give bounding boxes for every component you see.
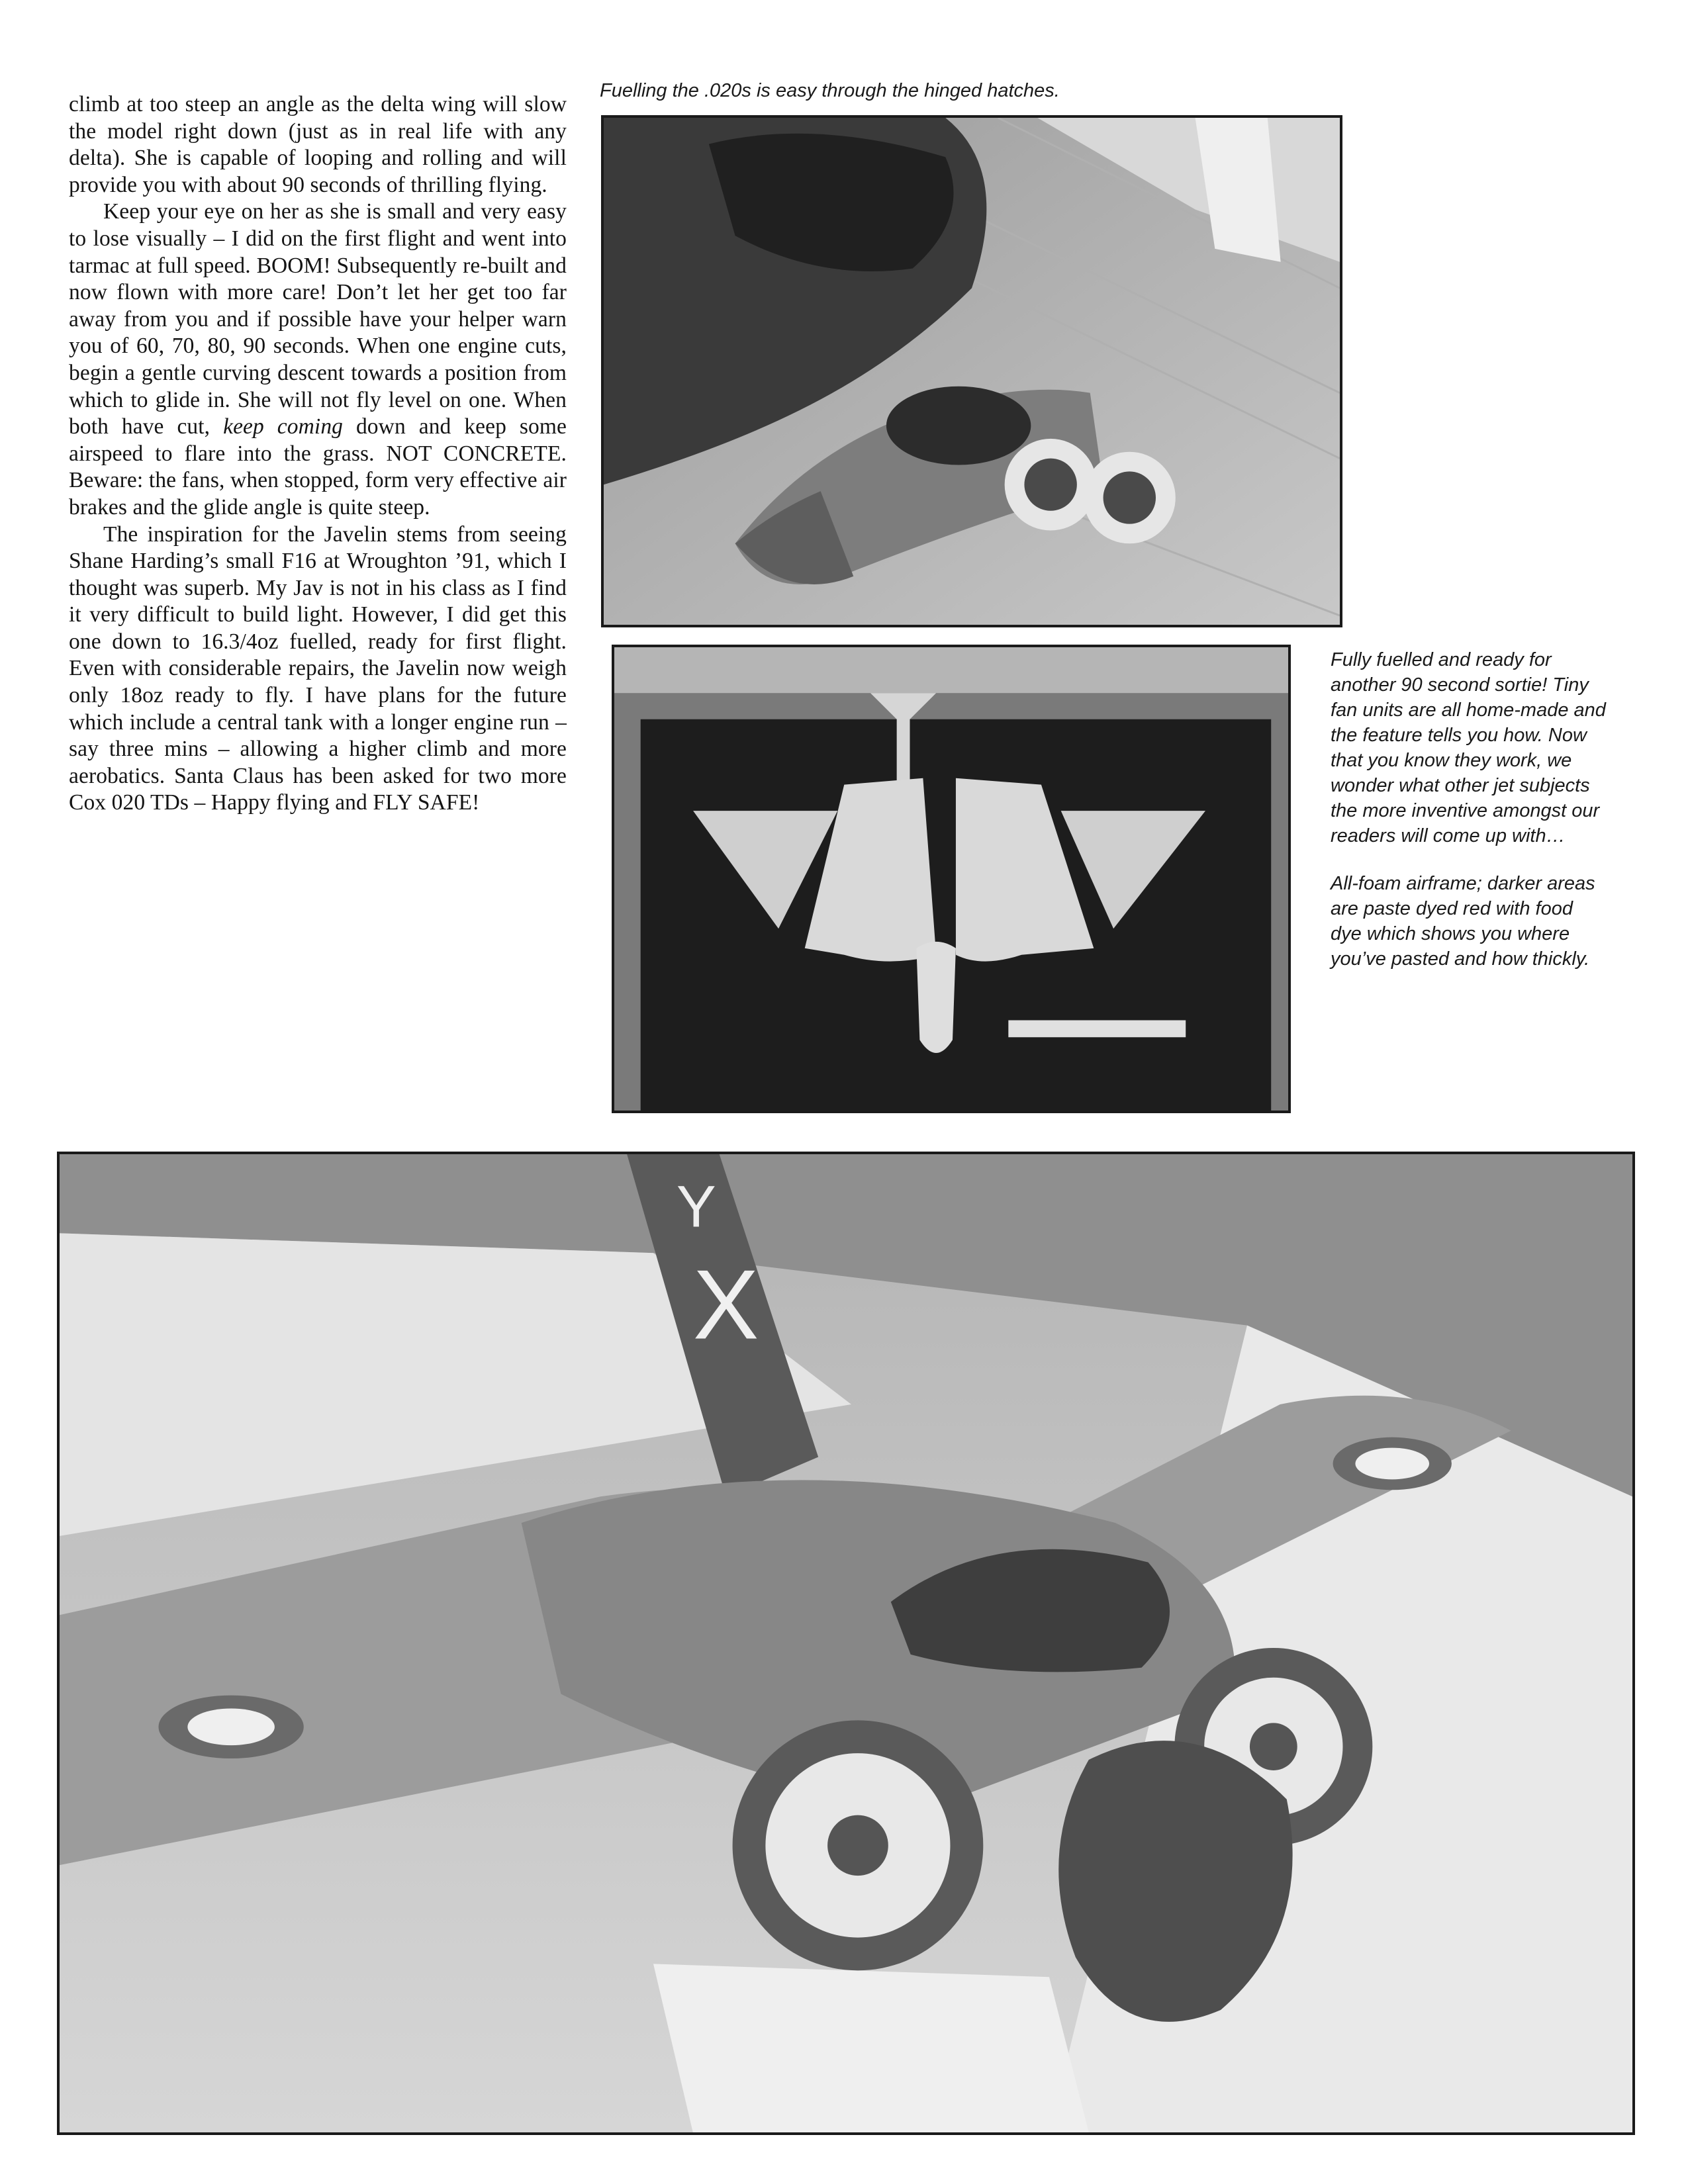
table-edge xyxy=(614,647,1288,693)
javelin-photo-drawing xyxy=(60,1154,1632,2132)
article-paragraph-2-end: down and keep some airspeed to flare into the grass. NOT CONCRETE. Beware: the fans, when stopped, form very effective air brakes and the glide angle is quite steep. xyxy=(69,414,567,520)
caption-column-right xyxy=(1331,647,1609,994)
stand-block xyxy=(653,1964,1089,2132)
article-column xyxy=(69,91,567,817)
airframe-photo-drawing xyxy=(614,647,1288,1111)
article-paragraph-2-start: Keep your eye on her as she is small and very easy to lose visually – I did on the first flight and went into tarmac at full speed. BOOM! Subsequently re-built and now flown with more care! Don’t let her get too far away from you and if possible have your helper warn you of 60, 70, 80, 90 seconds. When one engine cuts, begin a gentle curving descent towards a position from which to glide in. She will not fly level on one. When both have cut, xyxy=(69,199,567,439)
tail-letter-y: Y xyxy=(676,1173,716,1240)
emphasis-keep-coming: keep coming xyxy=(223,414,344,439)
photo-fuelling-hatches xyxy=(601,115,1342,627)
caption-airframe: All-foam airframe; darker areas are paste dyed red with food dye which shows you where you’ve pasted and how thickly. xyxy=(1331,873,1595,970)
tail-letter-x: X xyxy=(692,1249,759,1360)
caption-ready: Fully fuelled and ready for another 90 second sortie! Tiny fan units are all home-made and the feature tells you how. Now that you know they work, we wonder what other jet subjects the more inventive amongst our readers will come up with… xyxy=(1331,649,1606,846)
photo-foam-airframe xyxy=(612,645,1291,1113)
foam-strip xyxy=(1008,1021,1186,1038)
photo-javelin-model xyxy=(57,1152,1635,2135)
article-paragraph-1: climb at too steep an angle as the delta wing will slow the model right down (just as in real life with any delta). She is capable of looping and rolling and will provide you with about 90 seconds of thrilling flying. xyxy=(69,92,567,197)
article-paragraph-2 xyxy=(69,199,567,521)
open-hatch xyxy=(886,387,1031,465)
fuelling-photo-drawing xyxy=(604,118,1340,625)
foam-nose xyxy=(916,942,956,1053)
caption-fuelling: Fuelling the .020s is easy through the hinged hatches. xyxy=(600,80,1060,101)
article-paragraph-3: The inspiration for the Javelin stems from seeing Shane Harding’s small F16 at Wroughton ’91, which I thought was superb. My Jav is not in his class as I find it very difficult to build light. However, I did get this one down to 16.3/4oz fuelled, ready for first flight. Even with considerable repairs, the Javelin now weigh only 18oz ready to fly. I have plans for the future which include a central tank with a longer engine run – say three mins – allowing a higher climb and more aerobatics. Santa Claus has been asked for two more Cox 020 TDs – Happy flying and FLY SAFE! xyxy=(69,522,567,815)
